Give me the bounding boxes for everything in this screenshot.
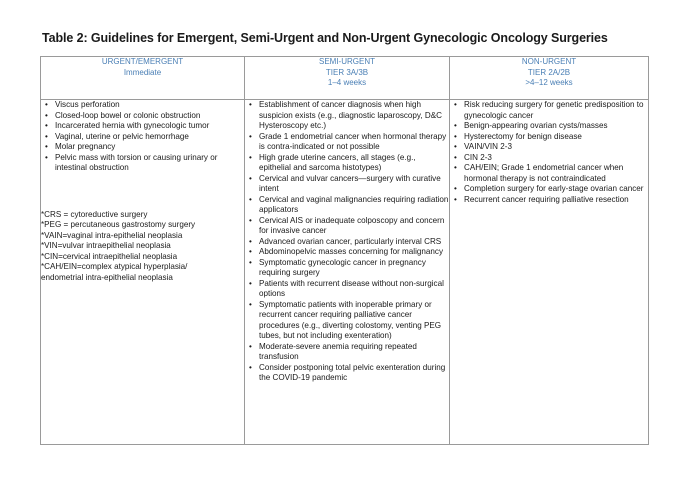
list-item: • Molar pregnancy [55, 142, 244, 153]
header-non-urgent [450, 57, 649, 100]
list-item: • Symptomatic gynecologic cancer in pregnancy requiring surgery [259, 258, 449, 279]
header-line: >4–12 weeks [525, 78, 573, 87]
list-item: • Consider postponing total pelvic exenteration during the COVID-19 pandemic [259, 363, 449, 384]
urgent-list [41, 100, 244, 174]
note-line: *CAH/EIN=complex atypical hyperplasia/ [41, 262, 188, 271]
semi-urgent-cell [245, 100, 450, 445]
list-item: • Abdominopelvic masses concerning for malignancy [259, 247, 449, 258]
list-item: • Hysterectomy for benign disease [464, 132, 648, 143]
note-line: endometrial intra-epithelial neoplasia [41, 272, 173, 282]
header-line: NON-URGENT [521, 57, 577, 66]
note-line: *VIN=vulvar intraepithelial neoplasia [41, 241, 171, 250]
list-item: • CAH/EIN; Grade 1 endometrial cancer when hormonal therapy is not contraindicated [464, 163, 648, 184]
guidelines-table [40, 56, 649, 445]
header-semi-urgent [245, 57, 450, 100]
list-item: • Benign-appearing ovarian cysts/masses [464, 121, 648, 132]
header-line: URGENT/EMERGENT [101, 57, 184, 66]
list-item: • High grade uterine cancers, all stages (e.g., epithelial and sarcoma histotypes) [259, 153, 449, 174]
list-item: • Advanced ovarian cancer, particularly interval CRS [259, 237, 449, 248]
non-urgent-cell [450, 100, 649, 445]
note-line: *PEG = percutaneous gastrostomy surgery [41, 220, 196, 229]
header-line: TIER 2A/2B [527, 67, 571, 77]
list-item: • Cervical AIS or inadequate colposcopy and concern for invasive cancer [259, 216, 449, 237]
header-line: Immediate [123, 67, 162, 77]
urgent-cell [41, 100, 245, 445]
list-item: • Closed-loop bowel or colonic obstruction [55, 111, 244, 122]
list-item: • Grade 1 endometrial cancer when hormonal therapy is contra-indicated or not possible [259, 132, 449, 153]
header-urgent [41, 57, 245, 100]
list-item: • VAIN/VIN 2-3 [464, 142, 648, 153]
note-line: *CRS = cytoreductive surgery [41, 209, 148, 219]
abbreviation-notes [41, 210, 244, 284]
header-line: SEMI-URGENT [319, 57, 375, 66]
list-item: • Symptomatic patients with inoperable primary or recurrent cancer requiring palliative cancer procedures (e.g., diverting colostomy, venting PEG tubes, but not including exenteration) [259, 300, 449, 342]
table-title: Table 2: Guidelines for Emergent, Semi-Urgent and Non-Urgent Gynecologic Oncology Surgeries [42, 31, 608, 45]
list-item: • CIN 2-3 [464, 153, 648, 164]
body-row [41, 100, 649, 445]
list-item: • Cervical and vaginal malignancies requiring radiation applicators [259, 195, 449, 216]
note-line: *CIN=cervical intraepithelial neoplasia [41, 251, 178, 261]
header-line: 1–4 weeks [327, 78, 367, 87]
list-item: • Establishment of cancer diagnosis when high suspicion exists (e.g., diagnostic laparoscopy, D&C Hysteroscopy etc.) [259, 100, 449, 132]
list-item: • Viscus perforation [55, 100, 244, 111]
list-item: • Moderate-severe anemia requiring repeated transfusion [259, 342, 449, 363]
list-item: • Risk reducing surgery for genetic predisposition to gynecologic cancer [464, 100, 648, 121]
list-item: • Cervical and vulvar cancers—surgery with curative intent [259, 174, 449, 195]
list-item: • Pelvic mass with torsion or causing urinary or intestinal obstruction [55, 153, 244, 174]
semi-urgent-list [245, 100, 449, 384]
list-item: • Incarcerated hernia with gynecologic tumor [55, 121, 244, 132]
list-item: • Completion surgery for early-stage ovarian cancer [464, 184, 648, 195]
list-item: • Recurrent cancer requiring palliative resection [464, 195, 648, 206]
header-row [41, 57, 649, 100]
non-urgent-list [450, 100, 648, 205]
note-line: *VAIN=vaginal intra-epithelial neoplasia [41, 230, 183, 240]
header-line: TIER 3A/3B [325, 67, 369, 77]
list-item: • Vaginal, uterine or pelvic hemorrhage [55, 132, 244, 143]
list-item: • Patients with recurrent disease without non-surgical options [259, 279, 449, 300]
